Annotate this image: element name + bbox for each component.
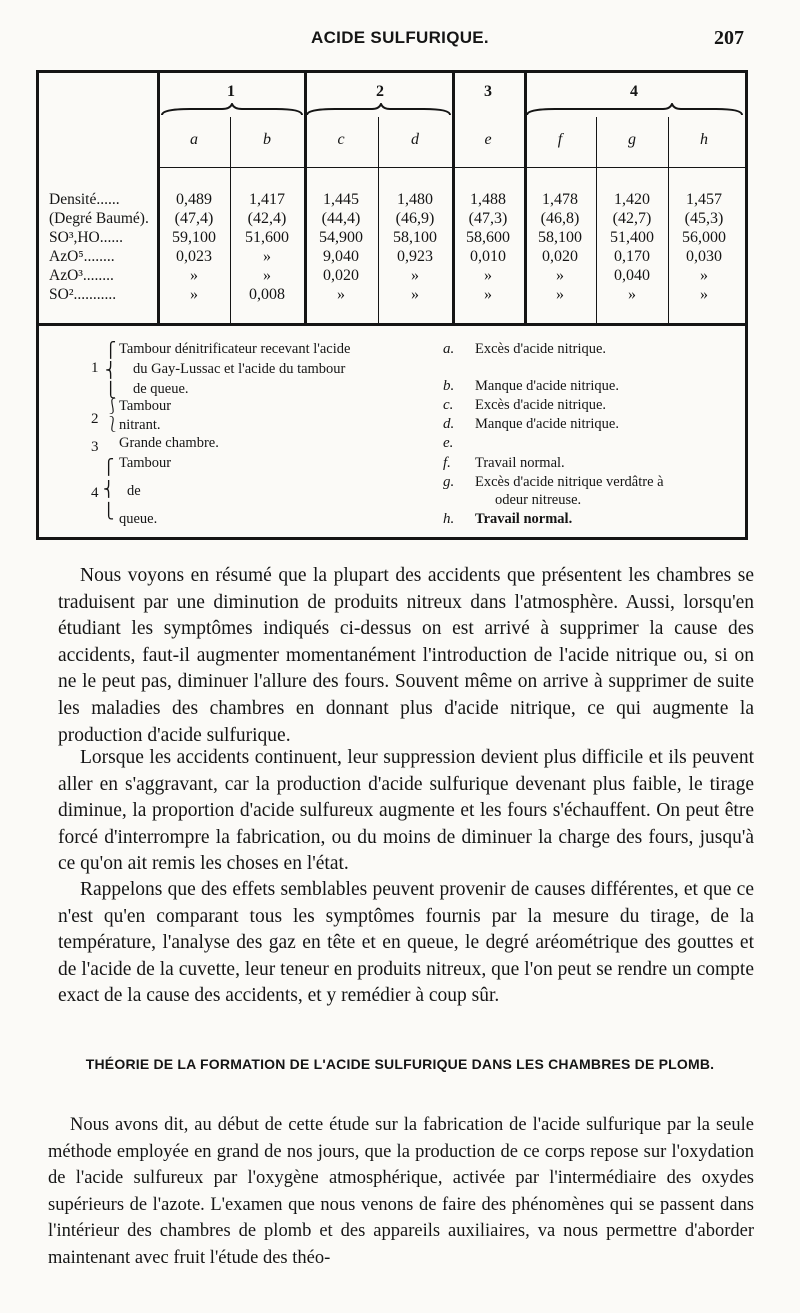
legend-brace-4: ⎧ ⎨ ⎩ [103,460,115,520]
row-label-so3ho: SO³,HO...... [49,229,123,246]
cell: (42,7) [612,210,652,227]
cell: 9,040 [323,248,359,265]
legend-number-4: 4 [91,485,99,501]
row-label-baume: (Degré Baumé). [49,210,149,227]
cell: » [190,286,198,303]
cell: » [556,286,564,303]
cell: 1,420 [614,191,650,208]
legend-rule [39,323,745,326]
row-label-azo5: AzO⁵........ [49,248,115,265]
legend-desc: Travail normal. [475,511,573,527]
cell: 56,000 [682,229,726,246]
legend-desc: Excès d'acide nitrique. [475,397,607,413]
cell: (45,3) [684,210,724,227]
col-d-label: d [411,131,419,148]
cell: 0,020 [323,267,359,284]
legend-text: de [127,483,141,499]
legend-brace-2: ⎰ ⎱ [105,399,121,433]
cell: 0,008 [249,286,285,303]
cell: » [628,286,636,303]
legend-desc: Travail normal. [475,455,565,471]
col-g-label: g [628,131,636,148]
legend-text: queue. [119,511,158,527]
col-a-label: a [190,131,198,148]
cell: » [263,267,271,284]
cell: » [190,267,198,284]
paragraph-4: Nous avons dit, au début de cette étude sur la fabrication de l'acide sulfurique par la seule méthode employée en grand de nos jours, que la production de ce corps repose sur l'oxydation de l'acide sulfureux par l'oxygène atmosphérique, activée par l'intermédiaire des oxydes supérieurs de l'azote. L'examen que nous venons de faire des phénomènes qui se passent dans l'intérieur des chambres de plomb et des appareils auxiliaires, va nous permettre d'aborder maintenant avec fruit l'étude des théo- [48,1115,754,1268]
cell: 0,040 [614,267,650,284]
cell: 1,480 [397,191,433,208]
cell: 0,923 [397,248,433,265]
group-3-label: 3 [484,83,492,100]
row-label-azo3: AzO³........ [49,267,114,284]
row-label-so2: SO²........... [49,286,117,303]
cell: » [700,267,708,284]
cell: (47,4) [174,210,214,227]
paragraph-3: Rappelons que des effets semblables peuvent provenir de causes différentes, et que ce n'est qu'en comparant tous les symptômes fournis par la mesure du tirage, de la température, l'analyse des gaz en tête et en queue, le degré aréométrique des gouttes et de l'acide de la cuvette, leur teneur en produits nitreux, que l'on peut se rendre un compte exact de la cause des accidents, et y remédier à coup sûr. [58,879,754,1007]
header-rule [160,167,746,168]
brace-group-4 [527,104,742,115]
cell: » [484,286,492,303]
legend-text: de queue. [133,381,189,397]
legend-desc: Manque d'acide nitrique. [475,378,619,394]
cell: (47,3) [468,210,508,227]
paragraph-1: Nous voyons en résumé que la plupart des accidents que présentent les chambres se traduisent par une diminution de produits nitreux dans l'atmosphère. Aussi, lorsqu'en étudiant les symptômes indiqués ci-dessus on est arrivé à supprimer la cause des accidents, faut-il augmenter momentanément l'introduction de l'acide nitrique ou, si on ne le peut pas, diminuer l'allure des fours. Souvent même on arrive à supprimer de suite les maladies des chambres en donnant plus d'acide nitrique, ce qui augmente la production d'acide sulfurique. [58,565,754,746]
cell: 51,600 [245,229,289,246]
paragraph-2: Lorsque les accidents continuent, leur suppression devient plus difficile et ils peuvent aller en s'aggravant, car la production d'acide sulfurique devenant plus faible, le tirage diminue, la proportion d'acide sulfureux augmente et les fours s'échauffent. On peut être forcé d'interrompre la fabrication, ou du moins de diminuer la charge des fours, jusqu'à ce qu'on ait remis les choses en l'état. [58,747,754,875]
legend-desc: Excès d'acide nitrique. [475,341,607,357]
cell: 58,100 [393,229,437,246]
running-title: ACIDE SULFURIQUE. [311,28,489,47]
cell: 1,488 [470,191,506,208]
cell: (46,8) [540,210,580,227]
cell: (44,4) [321,210,361,227]
legend-letter: h. [443,511,455,527]
legend-letter: a. [443,341,455,357]
cell: » [700,286,708,303]
cell: 1,478 [542,191,578,208]
brace-group-1 [162,104,302,115]
col-e-label: e [484,131,492,148]
col-f-label: f [557,131,563,148]
legend-letter: d. [443,416,455,432]
data-table [36,70,748,540]
cell: 58,600 [466,229,510,246]
cell: » [411,267,419,284]
legend-text: Grande chambre. [119,435,219,451]
cell: » [337,286,345,303]
legend-brace-1: ⎧ ⎨ ⎩ [105,343,117,399]
cell: 1,445 [323,191,359,208]
col-b-label: b [263,131,271,148]
cell: 51,400 [610,229,654,246]
legend-letter: g. [443,474,455,490]
cell: 0,030 [686,248,722,265]
section-heading: THÉORIE DE LA FORMATION DE L'ACIDE SULFURIQUE DANS LES CHAMBRES DE PLOMB. [85,1056,715,1072]
legend-letter: e. [443,435,454,451]
legend-number-3: 3 [91,439,99,455]
cell: (46,9) [395,210,435,227]
legend-text: Tambour [119,455,172,471]
page-number: 207 [714,27,744,49]
legend-letter: b. [443,378,455,394]
legend-text: du Gay-Lussac et l'acide du tambour [133,361,346,377]
cell: » [556,267,564,284]
group-2-label: 2 [376,83,384,100]
cell: 58,100 [538,229,582,246]
group-4-label: 4 [630,83,638,100]
cell: 1,457 [686,191,722,208]
legend-text: nitrant. [119,417,161,433]
cell: 1,417 [249,191,285,208]
legend-text: Tambour dénitrificateur recevant l'acide [119,341,351,357]
cell: » [484,267,492,284]
legend-desc: Excès d'acide nitrique verdâtre à [475,474,664,490]
legend-desc: odeur nitreuse. [495,492,582,508]
group-1-label: 1 [227,83,235,100]
brace-group-2 [307,104,450,115]
cell: (42,4) [247,210,287,227]
legend-letter: c. [443,397,454,413]
legend-letter: f. [443,455,451,471]
legend-desc: Manque d'acide nitrique. [475,416,619,432]
legend-number-1: 1 [91,360,99,376]
legend-text: Tambour [119,398,172,414]
row-label-density: Densité...... [49,191,120,208]
cell: 0,170 [614,248,650,265]
col-h-label: h [700,131,708,148]
cell: 0,023 [176,248,212,265]
cell: 0,020 [542,248,578,265]
cell: » [411,286,419,303]
cell: 59,100 [172,229,216,246]
cell: » [263,248,271,265]
cell: 0,489 [176,191,212,208]
cell: 54,900 [319,229,363,246]
col-c-label: c [337,131,345,148]
legend-number-2: 2 [91,411,99,427]
cell: 0,010 [470,248,506,265]
group-braces [160,103,746,119]
